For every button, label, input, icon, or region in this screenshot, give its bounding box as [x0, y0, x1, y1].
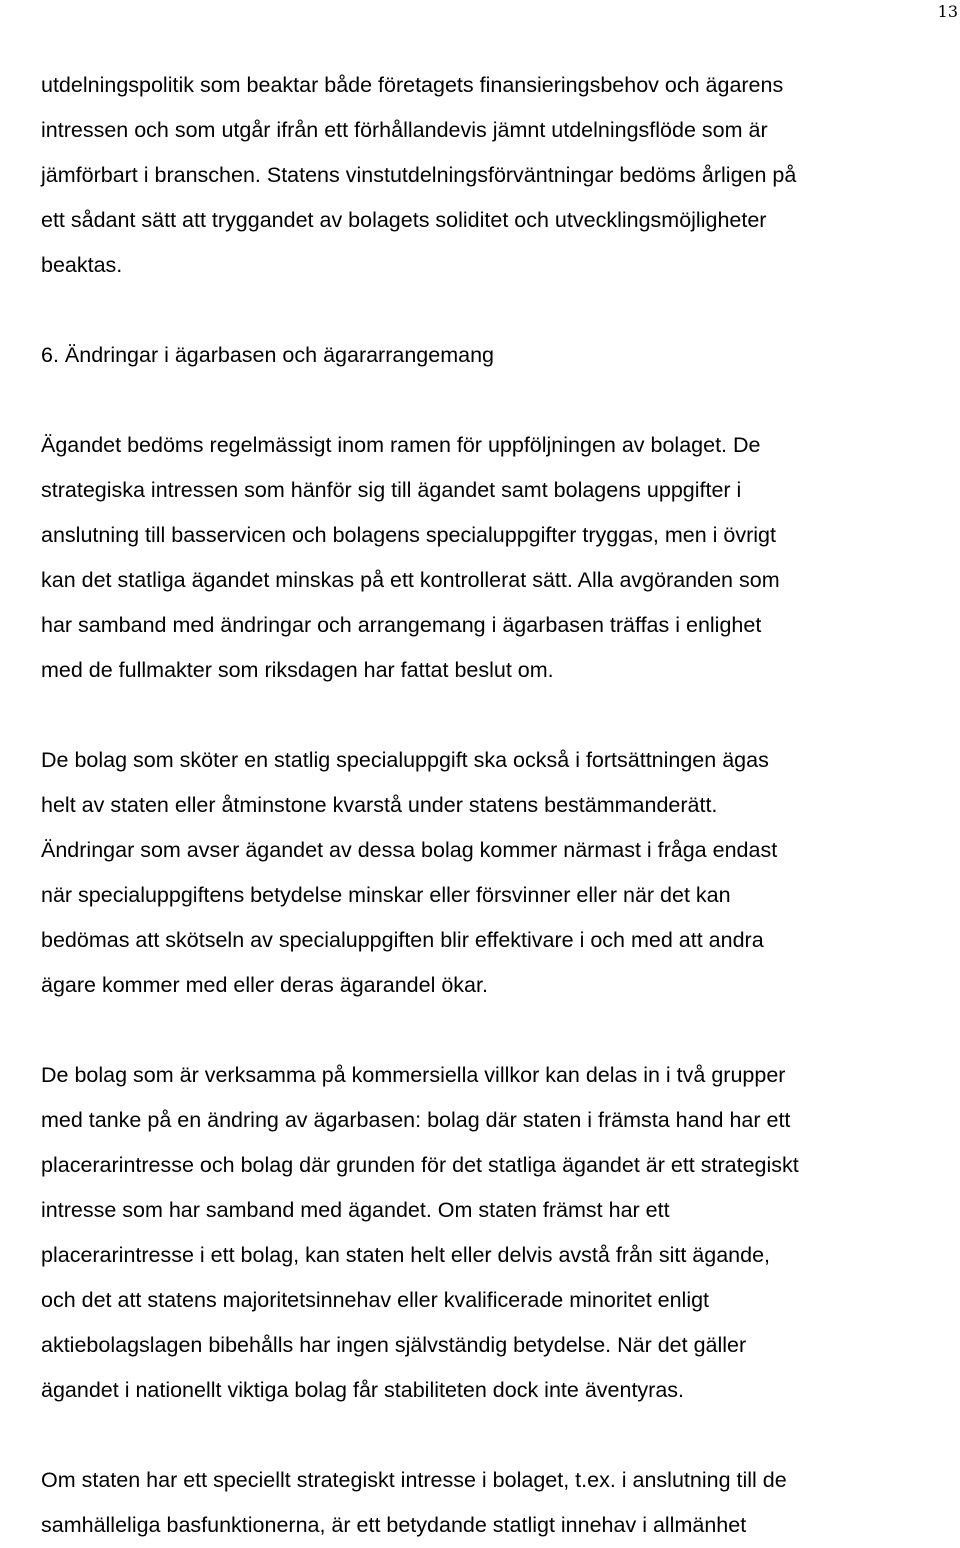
- text-line: bedömas att skötseln av specialuppgiften blir effektivare i och med att andra: [41, 928, 764, 952]
- text-line: och det att statens majoritetsinnehav eller kvalificerade minoritet enligt: [41, 1288, 710, 1312]
- paragraph-ownership-review: [41, 423, 959, 693]
- text-line: utdelningspolitik som beaktar både företagets finansieringsbehov och ägarens: [41, 73, 784, 97]
- text-line: Ägandet bedöms regelmässigt inom ramen för uppföljningen av bolaget. De: [41, 433, 761, 457]
- section-heading: 6. Ändringar i ägarbasen och ägararrangemang: [41, 343, 494, 367]
- text-line: jämförbart i branschen. Statens vinstutdelningsförväntningar bedöms årligen på: [41, 163, 797, 187]
- paragraph-special-tasks: [41, 738, 959, 1008]
- text-line: De bolag som sköter en statlig specialuppgift ska också i fortsättningen ägas: [41, 748, 769, 772]
- document-body: [41, 63, 959, 1548]
- text-line: ägare kommer med eller deras ägarandel ökar.: [41, 973, 488, 997]
- page-number: 13: [937, 2, 958, 21]
- text-line: med de fullmakter som riksdagen har fattat beslut om.: [41, 658, 554, 682]
- text-line: placerarintresse och bolag där grunden för det statliga ägandet är ett strategiskt: [41, 1153, 799, 1177]
- text-line: helt av staten eller åtminstone kvarstå under statens bestämmanderätt.: [41, 793, 718, 817]
- text-line: beaktas.: [41, 253, 123, 277]
- paragraph-dividend-policy: [41, 63, 959, 288]
- text-line: har samband med ändringar och arrangemang i ägarbasen träffas i enlighet: [41, 613, 762, 637]
- text-line: De bolag som är verksamma på kommersiella villkor kan delas in i två grupper: [41, 1063, 786, 1087]
- text-line: samhälleliga basfunktionerna, är ett betydande statligt innehav i allmänhet: [41, 1513, 747, 1537]
- text-line: intresse som har samband med ägandet. Om staten främst har ett: [41, 1198, 670, 1222]
- text-line: placerarintresse i ett bolag, kan staten helt eller delvis avstå från sitt ägande,: [41, 1243, 771, 1267]
- text-line: med tanke på en ändring av ägarbasen: bolag där staten i främsta hand har ett: [41, 1108, 791, 1132]
- text-line: Ändringar som avser ägandet av dessa bolag kommer närmast i fråga endast: [41, 838, 778, 862]
- paragraph-strategic-interest: [41, 1458, 959, 1548]
- text-line: ägandet i nationellt viktiga bolag får stabiliteten dock inte äventyras.: [41, 1378, 685, 1402]
- text-line: intressen och som utgår ifrån ett förhållandevis jämnt utdelningsflöde som är: [41, 118, 768, 142]
- text-line: Om staten har ett speciellt strategiskt intresse i bolaget, t.ex. i anslutning till de: [41, 1468, 787, 1492]
- text-line: kan det statliga ägandet minskas på ett kontrollerat sätt. Alla avgöranden som: [41, 568, 780, 592]
- text-line: när specialuppgiftens betydelse minskar eller försvinner eller när det kan: [41, 883, 731, 907]
- text-line: aktiebolagslagen bibehålls har ingen självständig betydelse. När det gäller: [41, 1333, 747, 1357]
- text-line: anslutning till basservicen och bolagens specialuppgifter tryggas, men i övrigt: [41, 523, 776, 547]
- text-line: ett sådant sätt att tryggandet av bolagets soliditet och utvecklingsmöjligheter: [41, 208, 767, 232]
- paragraph-commercial-companies: [41, 1053, 959, 1413]
- text-line: strategiska intressen som hänför sig till ägandet samt bolagens uppgifter i: [41, 478, 742, 502]
